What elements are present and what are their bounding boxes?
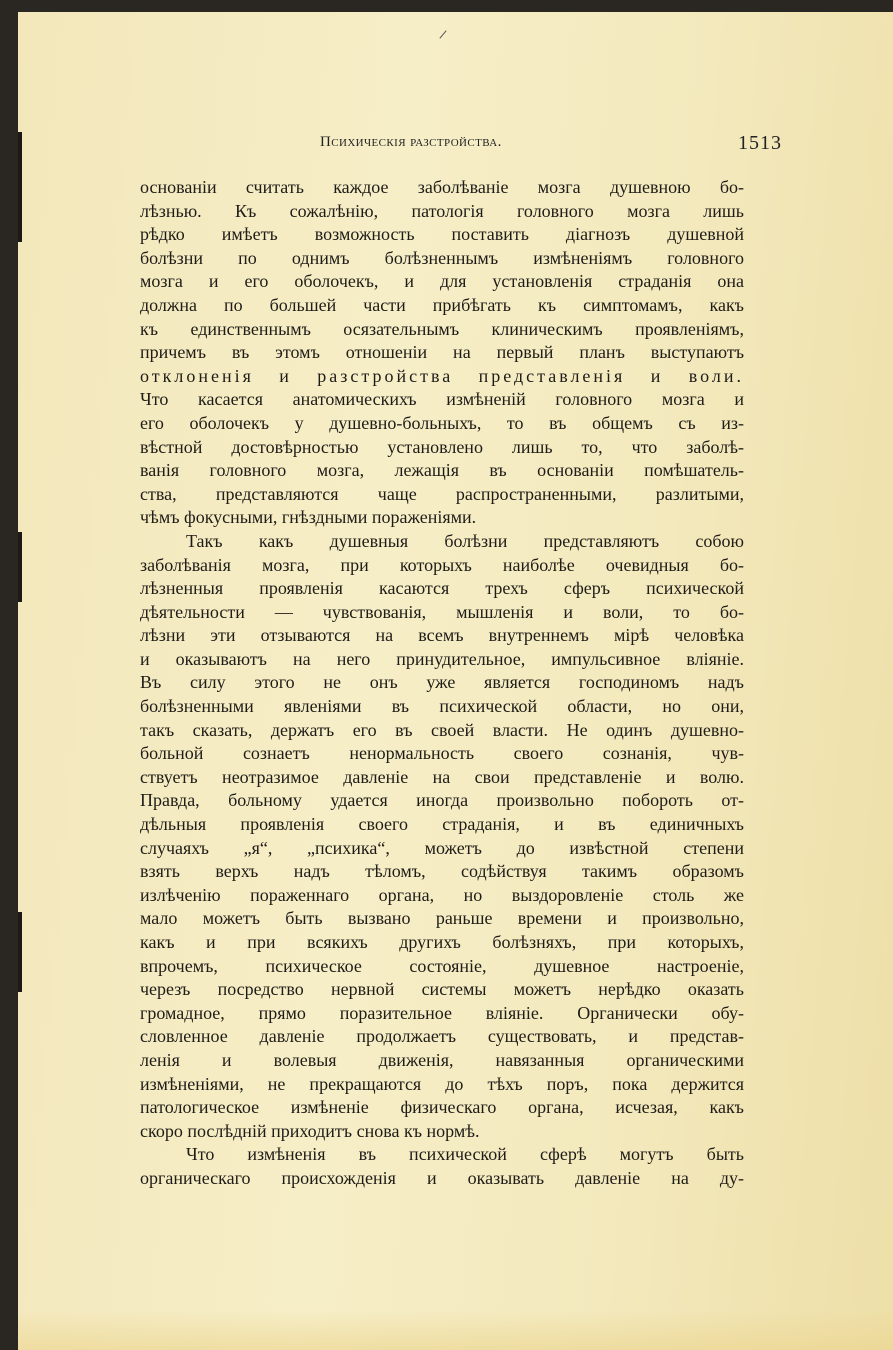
- binding-edge-shadow: [18, 912, 22, 992]
- text-line: должна по большей части прибѣгать къ симптомамъ, какъ: [140, 294, 744, 315]
- running-title: Психическія разстройства.: [320, 134, 502, 150]
- text-line: ствуетъ неотразимое давленіе на свои представленіе и волю.: [140, 766, 744, 787]
- text-line: скоро послѣдній приходитъ снова къ нормѣ.: [140, 1120, 480, 1141]
- text-line: взять верхъ надъ тѣломъ, содѣйствуя такимъ образомъ: [140, 861, 744, 882]
- text-line: мозга и его оболочекъ, и для установленія страданія она: [140, 271, 744, 292]
- text-line: болѣзненными явленіями въ психической области, но они,: [140, 696, 744, 717]
- text-line: Въ силу этого не онъ уже является господиномъ надъ: [140, 672, 744, 693]
- text-line: дѣльныя проявленія своего страданія, и въ единичныхъ: [140, 814, 744, 835]
- pencil-mark: [439, 30, 446, 38]
- text-line: заболѣванія мозга, при которыхъ наиболѣе очевидныя бо-: [140, 554, 744, 575]
- body-text: [140, 176, 744, 1191]
- text-line: Правда, больному удается иногда произвольно побороть от-: [140, 790, 744, 811]
- text-line: словленное давленіе продолжаетъ существовать, и представ-: [140, 1026, 744, 1047]
- paragraph-start-line: Что измѣненія въ психической сферѣ могутъ быть: [186, 1144, 744, 1165]
- text-line: громадное, прямо поразительное вліяніе. Органически обу-: [140, 1002, 744, 1023]
- book-page: [18, 12, 893, 1350]
- text-line: излѣченію пораженнаго органа, но выздоровленіе столь же: [140, 884, 744, 905]
- text-line: лѣзнью. Къ сожалѣнію, патологія головного мозга лишь: [140, 200, 744, 221]
- page-number: 1513: [738, 132, 782, 154]
- text-line: патологическое измѣненіе физическаго органа, исчезая, какъ: [140, 1097, 744, 1118]
- page-header: [320, 132, 782, 162]
- binding-edge-shadow: [18, 532, 22, 602]
- text-line: его оболочекъ у душевно-больныхъ, то въ общемъ съ из-: [140, 412, 744, 433]
- text-line: ленія и волевыя движенія, навязанныя органическими: [140, 1049, 744, 1070]
- text-line: ванія головного мозга, лежащія въ основаніи помѣшатель-: [140, 460, 744, 481]
- text-line: рѣдко имѣетъ возможность поставить діагнозъ душевной: [140, 224, 744, 245]
- text-line: вѣстной достовѣрностью установлено лишь то, что заболѣ-: [140, 436, 744, 457]
- text-line: дѣятельности — чувствованія, мышленія и воли, то бо-: [140, 601, 744, 622]
- paragraph-start-line: Такъ какъ душевныя болѣзни представляютъ собою: [186, 530, 744, 551]
- text-line: ства, представляются чаще распространенными, разлитыми,: [140, 483, 744, 504]
- text-line: основаніи считать каждое заболѣваніе мозга душевною бо-: [140, 177, 744, 197]
- text-line: какъ и при всякихъ другихъ болѣзняхъ, при которыхъ,: [140, 932, 744, 952]
- text-line: лѣзненныя проявленія касаются трехъ сферъ психической: [140, 578, 744, 599]
- text-line: болѣзни по однимъ болѣзненнымъ измѣненіямъ головного: [140, 247, 744, 268]
- text-line: причемъ въ этомъ отношеніи на первый планъ выступаютъ: [140, 342, 744, 363]
- binding-edge-shadow: [18, 132, 22, 242]
- text-line: лѣзни эти отзываются на всемъ внутреннемъ мірѣ человѣка: [140, 625, 744, 646]
- text-line: и оказываютъ на него принудительное, импульсивное вліяніе.: [140, 648, 744, 669]
- text-line: такъ сказать, держатъ его въ своей власти. Не одинъ душевно-: [140, 719, 744, 740]
- text-line: случаяхъ „я“, „психика“, можетъ до извѣстной степени: [140, 837, 744, 858]
- text-line: измѣненіями, не прекращаются до тѣхъ поръ, пока держится: [140, 1073, 744, 1094]
- text-line: мало можетъ быть вызвано раньше времени и произвольно,: [140, 908, 744, 929]
- text-line-emphasis: отклоненія и разстройства представленія и воли.: [140, 365, 744, 386]
- text-line: къ единственнымъ осязательнымъ клиническимъ проявленіямъ,: [140, 318, 744, 339]
- text-line: чѣмъ фокусными, гнѣздными пораженіями.: [140, 507, 477, 528]
- text-line: Что касается анатомическихъ измѣненій головного мозга и: [140, 389, 744, 410]
- text-line: впрочемъ, психическое состояніе, душевное настроеніе,: [140, 955, 744, 976]
- text-line: больной сознаетъ ненормальность своего сознанія, чув-: [140, 743, 744, 764]
- text-line: органическаго происхожденія и оказывать давленіе на ду-: [140, 1167, 744, 1188]
- text-line: черезъ посредство нервной системы можетъ нерѣдко оказать: [140, 979, 744, 1000]
